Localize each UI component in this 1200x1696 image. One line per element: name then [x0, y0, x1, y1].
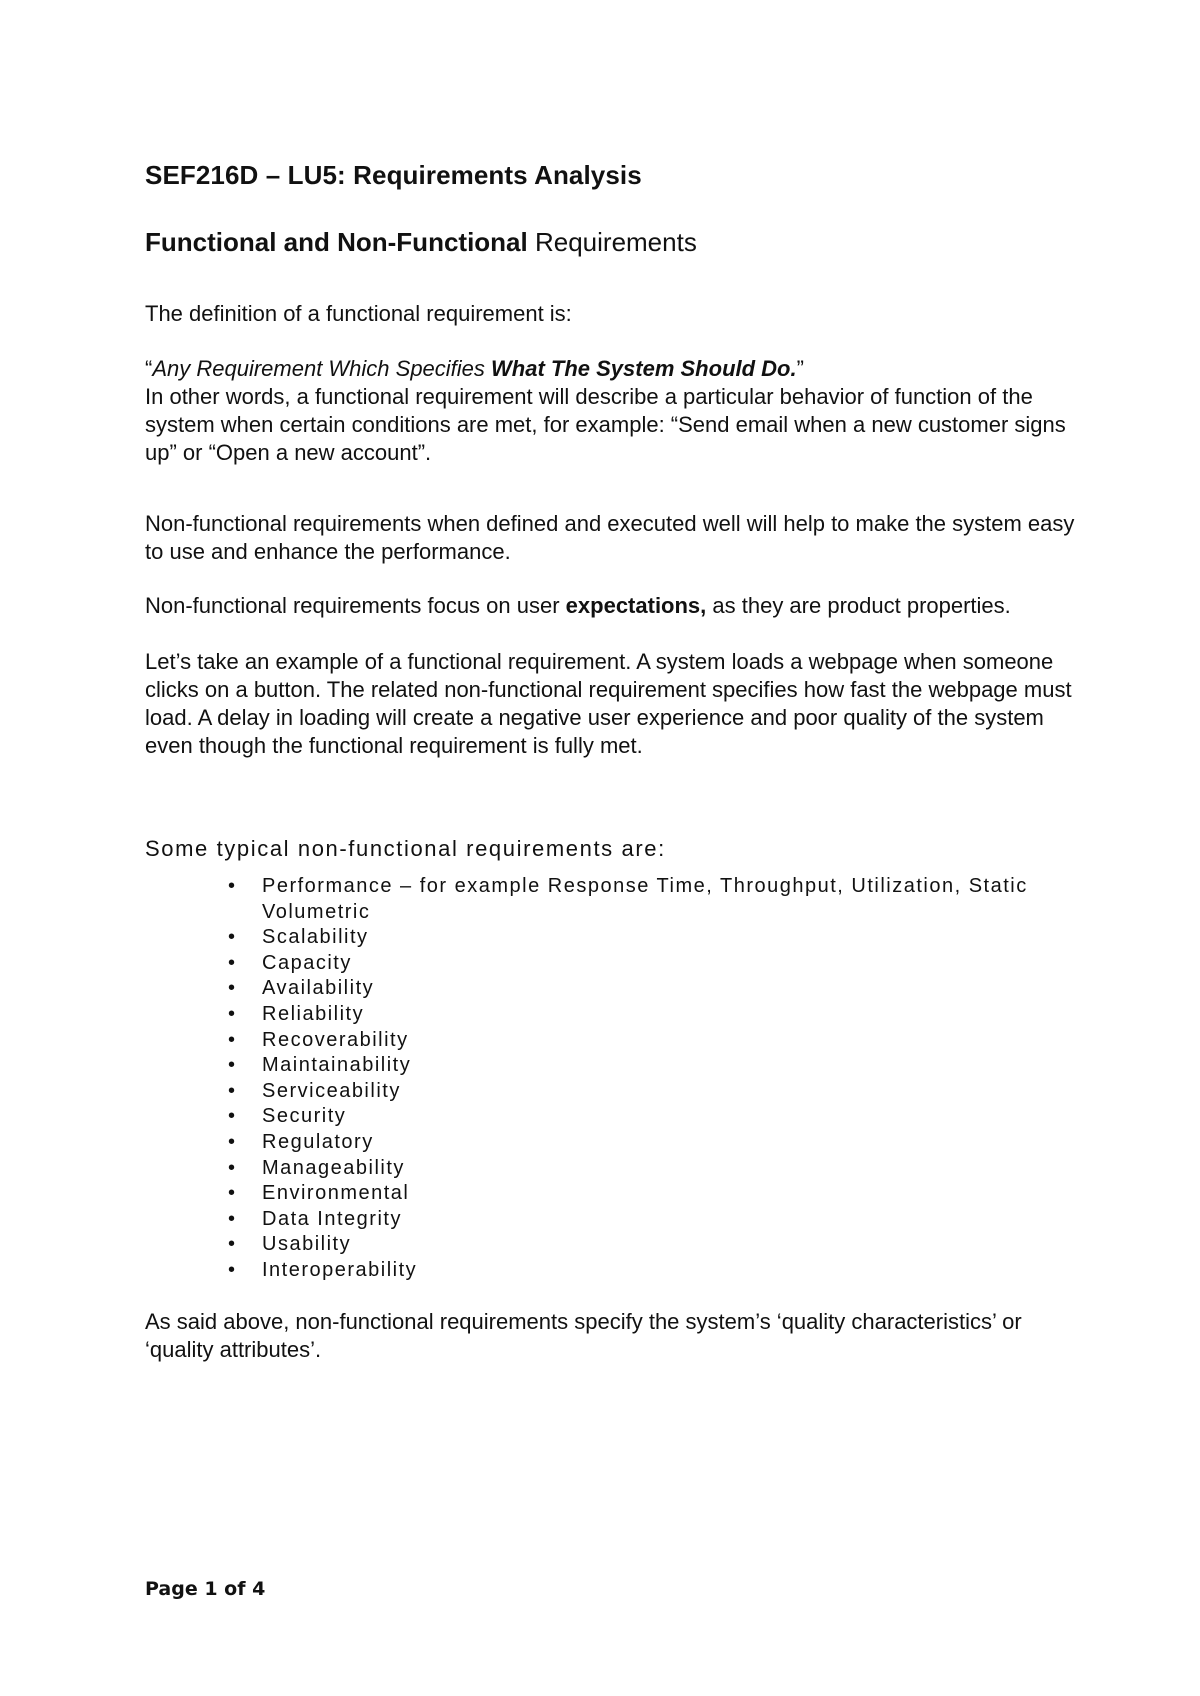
section-heading: [145, 227, 697, 258]
list-item: • Security: [228, 1104, 1048, 1130]
paragraph-nfr-focus: [145, 592, 1085, 620]
list-item: • Manageability: [228, 1156, 1048, 1182]
section-heading-bold: Functional and Non-Functional: [145, 227, 528, 257]
list-item: • Availability: [228, 976, 1048, 1002]
quote-emphasis-text: What The System Should Do.: [491, 356, 797, 381]
list-item: • Data Integrity: [228, 1207, 1048, 1233]
section-heading-regular: Requirements: [527, 227, 697, 257]
page-number-footer: Page 1 of 4: [145, 1578, 266, 1600]
list-item: • Performance – for example Response Time, Throughput, Utilization, Static Volumetric: [228, 874, 1048, 925]
paragraph-functional-explanation: In other words, a functional requirement will describe a particular behavior of function of the system when certain conditions are met, for example: “Send email when a new customer signs up” or “Open a new account”.: [145, 384, 1066, 465]
list-item: • Reliability: [228, 1002, 1048, 1028]
paragraph-nfr-focus-bold: expectations,: [565, 593, 707, 618]
list-item: • Regulatory: [228, 1130, 1048, 1156]
list-item: • Scalability: [228, 925, 1048, 951]
list-item: • Interoperability: [228, 1258, 1048, 1284]
paragraph-nfr-focus-start: Non-functional requirements focus on user: [145, 593, 566, 618]
definition-quote: [145, 355, 1085, 383]
typical-nfr-heading: Some typical non-functional requirements are:: [145, 836, 666, 861]
paragraph-nfr-benefit: Non-functional requirements when defined and executed well will help to make the system easy to use and enhance the performance.: [145, 511, 1075, 564]
nfr-list: [228, 874, 1048, 1284]
paragraph-example: Let’s take an example of a functional requirement. A system loads a webpage when someone clicks on a button. The related non-functional requirement specifies how fast the webpage must load. A delay in loading will create a negative user experience and poor quality of the system even though the functional requirement is fully met.: [145, 649, 1072, 758]
list-item: • Maintainability: [228, 1053, 1048, 1079]
definition-intro: The definition of a functional requirement is:: [145, 301, 572, 326]
quote-italic-text: Any Requirement Which Specifies: [152, 356, 492, 381]
document-title: SEF216D – LU5: Requirements Analysis: [145, 160, 642, 190]
quote-open-mark: “: [145, 356, 153, 381]
closing-paragraph: As said above, non-functional requirements specify the system’s ‘quality characteristics’ or ‘quality attributes’.: [145, 1309, 1022, 1362]
list-item: • Capacity: [228, 951, 1048, 977]
list-item: • Serviceability: [228, 1079, 1048, 1105]
list-item: • Recoverability: [228, 1028, 1048, 1054]
quote-close-mark: ”: [796, 356, 804, 381]
list-item: • Environmental: [228, 1181, 1048, 1207]
list-item: • Usability: [228, 1232, 1048, 1258]
paragraph-nfr-focus-end: as they are product properties.: [706, 593, 1011, 618]
